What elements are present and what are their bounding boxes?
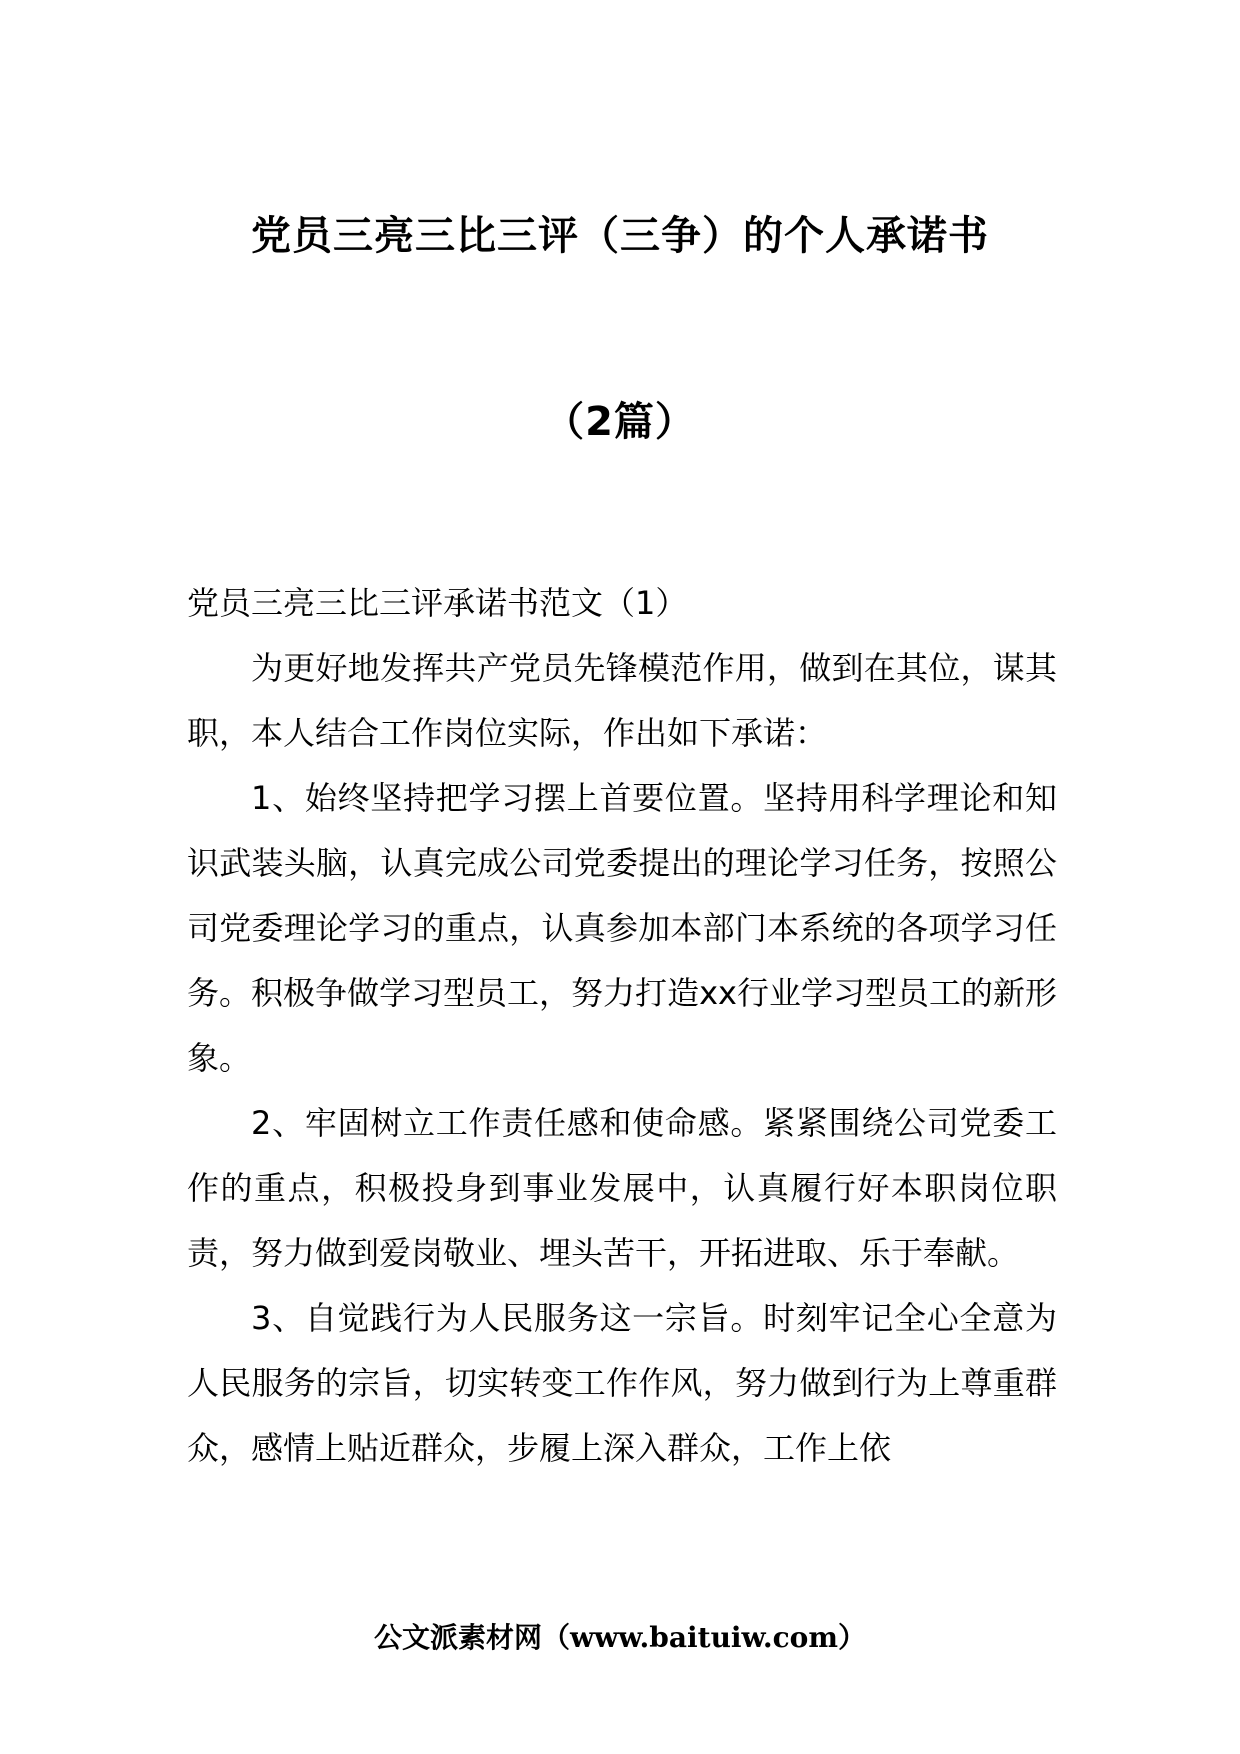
page-footer: 公文派素材网（www.baituiw.com）	[374, 1621, 866, 1654]
document-subtitle: （2篇）	[544, 399, 696, 445]
commitment-paragraph-1: 1、始终坚持把学习摆上首要位置。坚持用科学理论和知识武装头脑，认真完成公司党委提出的理论学习任务，按照公司党委理论学习的重点，认真参加本部门本系统的各项学习任务。积极争做学习型员工，努力打造xx行业学习型员工的新形象。	[187, 779, 1057, 1077]
document-title: 党员三亮三比三评（三争）的个人承诺书	[251, 213, 989, 259]
commitment-paragraph-3: 3、自觉践行为人民服务这一宗旨。时刻牢记全心全意为人民服务的宗旨，切实转变工作作风，努力做到行为上尊重群众，感情上贴近群众，步履上深入群众，工作上依	[187, 1299, 1057, 1467]
intro-paragraph: 为更好地发挥共产党员先锋模范作用，做到在其位，谋其职，本人结合工作岗位实际，作出如下承诺：	[187, 649, 1057, 752]
section-heading: 党员三亮三比三评承诺书范文（1）	[187, 584, 688, 622]
commitment-paragraph-2: 2、牢固树立工作责任感和使命感。紧紧围绕公司党委工作的重点，积极投身到事业发展中，认真履行好本职岗位职责，努力做到爱岗敬业、埋头苦干，开拓进取、乐于奉献。	[187, 1104, 1057, 1272]
document-body	[187, 571, 1057, 1481]
